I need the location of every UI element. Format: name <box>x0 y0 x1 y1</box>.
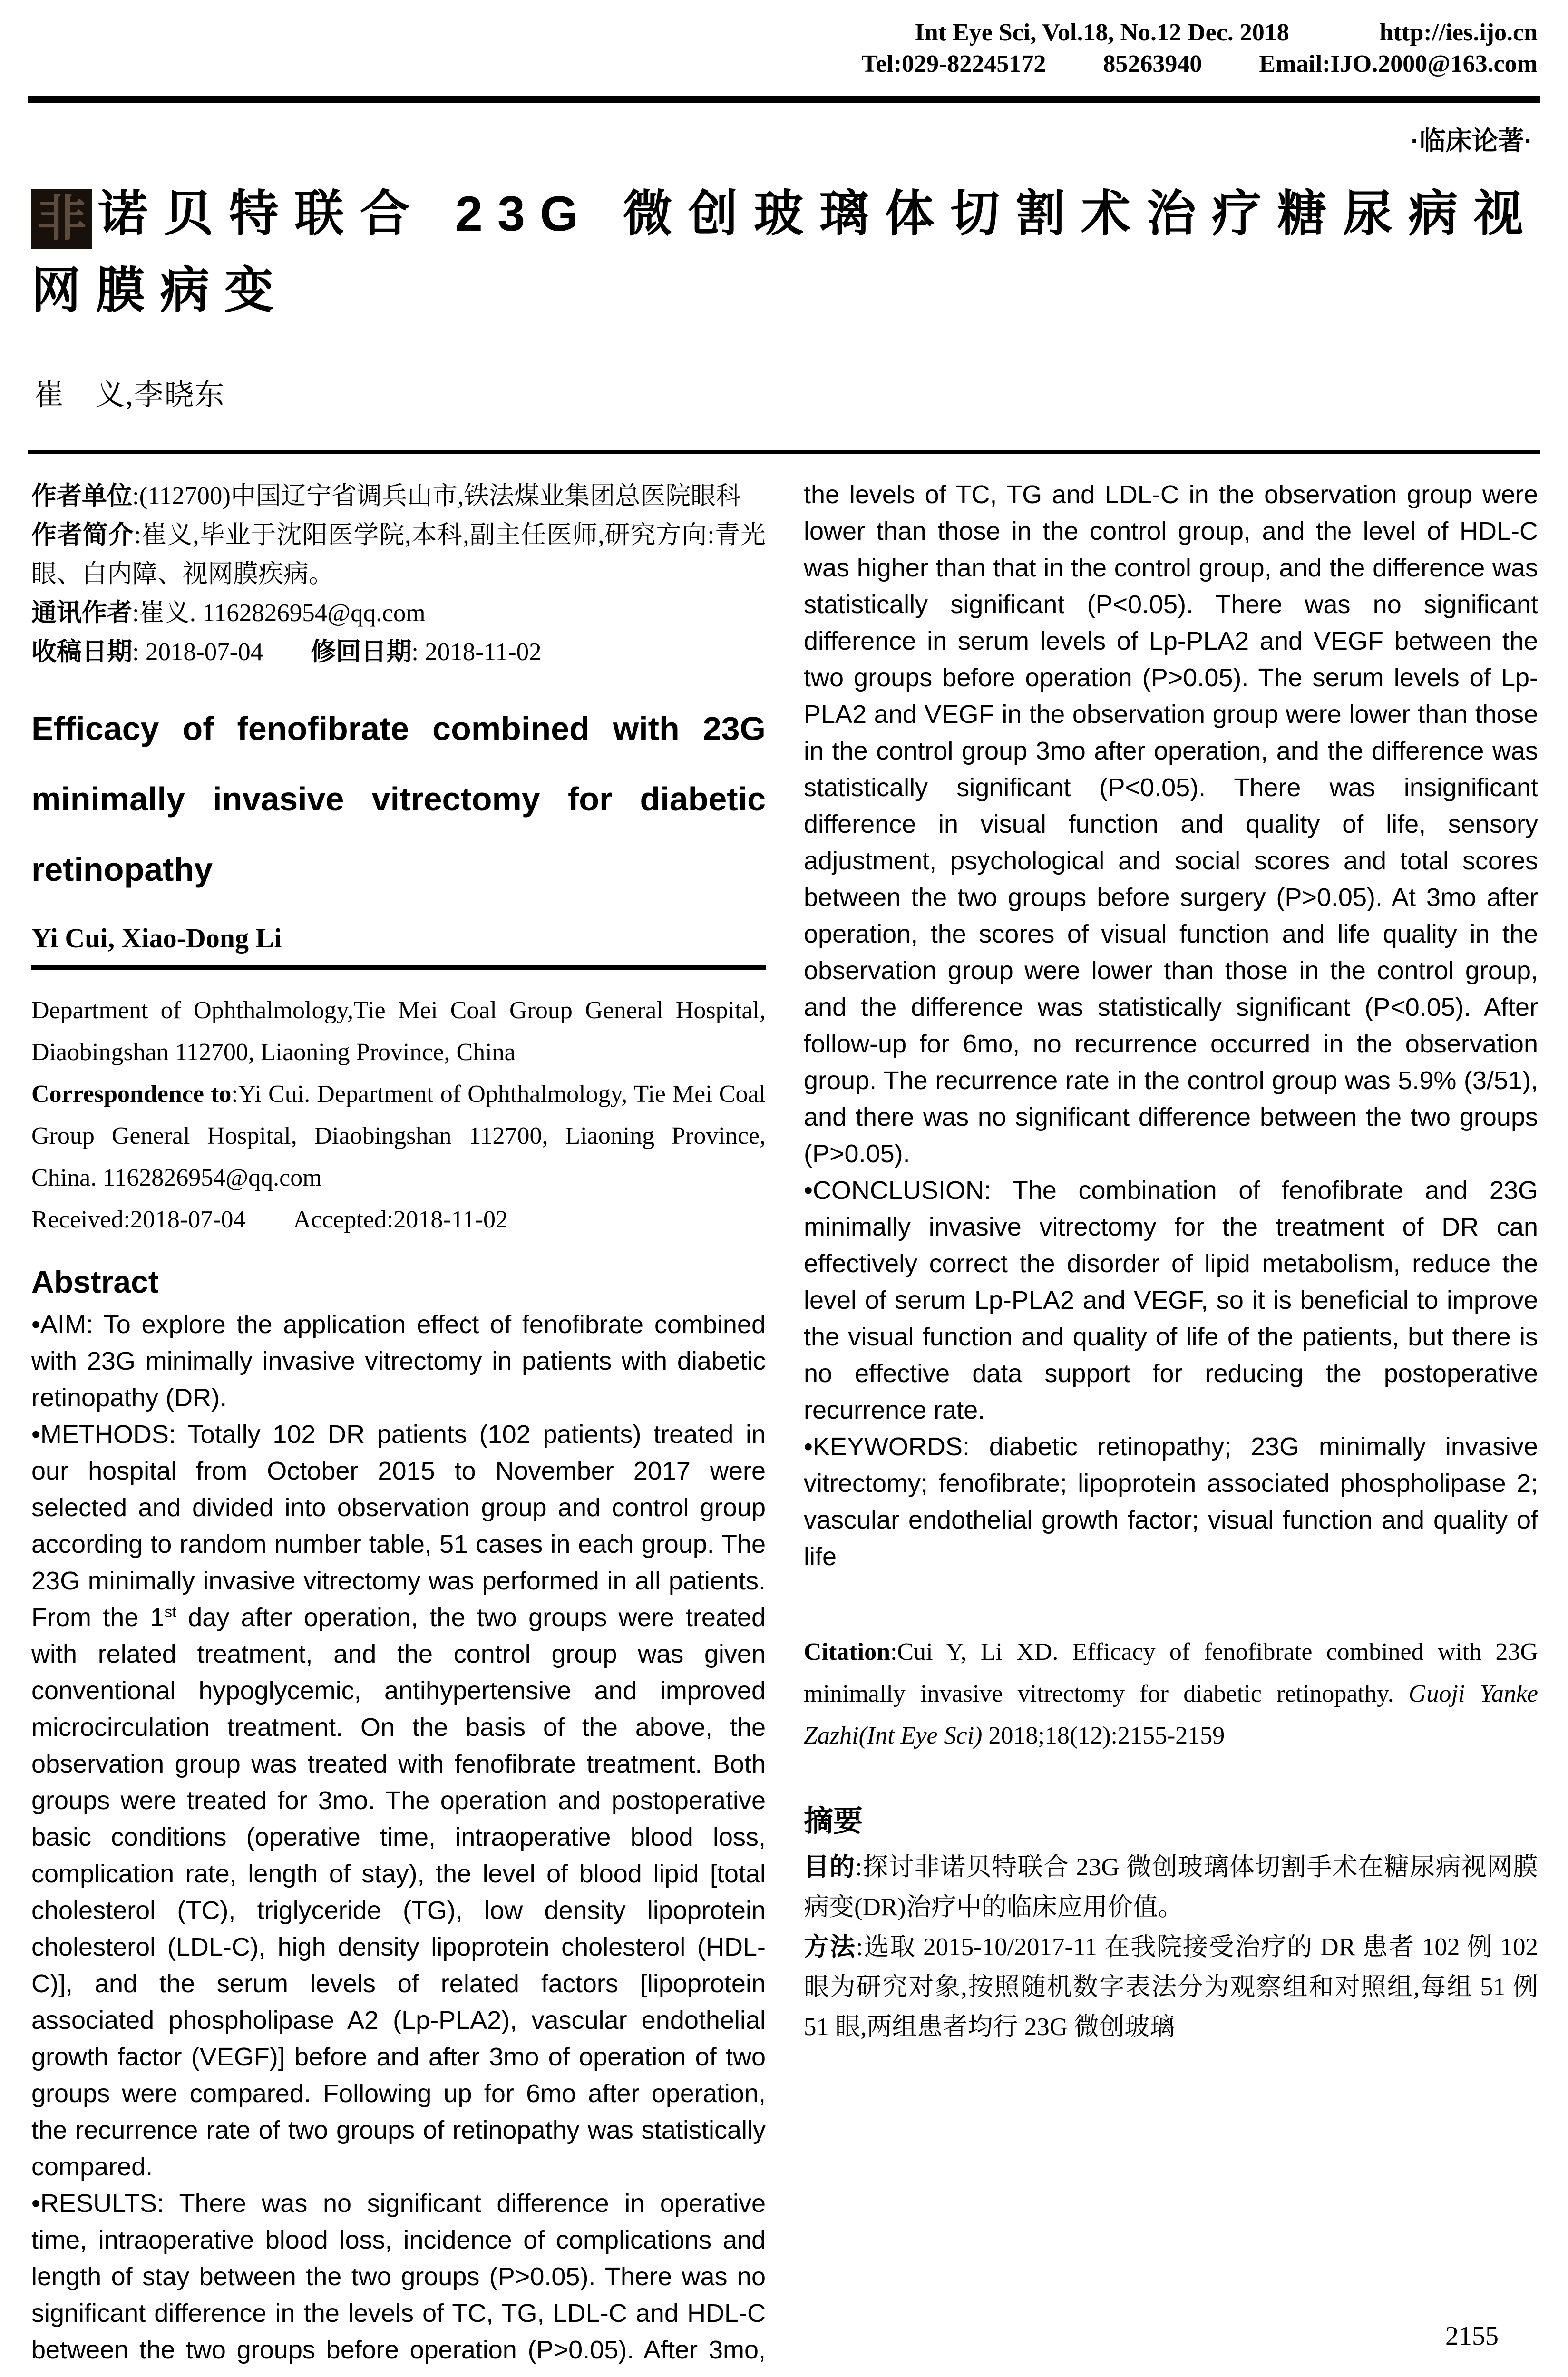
masthead <box>861 17 1538 80</box>
authors-rule <box>28 450 1540 454</box>
journal-url: http://ies.ijo.cn <box>1379 19 1538 46</box>
revised-date-cn: : 2018-11-02 <box>411 638 542 666</box>
citation-label: Citation <box>804 1638 890 1666</box>
abstract-aim-cn <box>804 1847 1538 1927</box>
abstract-keywords <box>804 1429 1538 1575</box>
affiliation: Department of Ophthalmology,Tie Mei Coal Group General Hospital, Diaobingshan 112700, Liaoning Province, China <box>31 997 766 1066</box>
dates-en <box>31 1199 766 1241</box>
corresponding-author-cn <box>31 594 766 633</box>
masthead-line1 <box>861 17 1538 49</box>
affiliation-rule <box>31 965 766 970</box>
keywords-label: •KEYWORDS <box>804 1432 963 1461</box>
author-bio <box>31 516 766 594</box>
methods-text-cn: :选取 2015-10/2017-11 在我院接受治疗的 DR 患者 102 例 102 眼为研究对象,按照随机数字表法分为观察组和对照组,每组 51 例 51 眼,两组患者均行 23G 微创玻璃 <box>804 1933 1538 2041</box>
journal-phone: 85263940 <box>1103 50 1202 78</box>
abstract-methods <box>31 1416 766 2185</box>
article-title-cn-text: 诺贝特联合 23G 微创玻璃体切割术治疗糖尿病视网膜病变 <box>31 186 1538 319</box>
abstract-conclusion <box>804 1172 1538 1429</box>
abstract-heading-cn: 摘要 <box>804 1805 863 1838</box>
author-unit <box>31 477 766 516</box>
article-body <box>31 477 1538 2369</box>
author-bio-text: :崔义,毕业于沈阳医学院,本科,副主任医师,研究方向:青光眼、白内障、视网膜疾病。 <box>31 521 766 588</box>
author-bio-label: 作者简介 <box>31 521 134 549</box>
accepted-label: Accepted <box>293 1206 387 1233</box>
results-label: •RESULTS <box>31 2189 157 2218</box>
results-text: : There was no significant difference in operative time, intraoperative blood loss, incidence of complications and length of stay between the two groups (P>0.05). There was no significant difference in the levels of TC, TG, LDL-C and HDL-C between the two groups before operation (P>0.05). After 3mo, the levels of TC, TG and LDL-C in the observation group were lower than those in the control group, and the level of HDL-C was higher than that in the control group, and the difference was statistically significant (P<0.05). There was no significant difference in serum levels of Lp-PLA2 and VEGF between the two groups before operation (P>0.05). The serum levels of Lp-PLA2 and VEGF in the observation group were lower than those in the control group 3mo after operation, and the difference was statistically significant (P<0.05). There was insignificant difference in visual function and quality of life, sensory adjustment, psychological and social scores and total scores between the two groups before surgery (P>0.05). At 3mo after operation, the scores of visual function and life quality in the observation group were lower than those in the control group, and the difference was statistically significant (P<0.05). After follow-up for 6mo, no recurrence occurred in the observation group. The recurrence rate in the control group was 5.9% (3/51), and there was no significant difference between the two groups (P>0.05). <box>31 480 1538 2364</box>
journal-email: Email:IJO.2000@163.com <box>1259 50 1538 78</box>
ordinal-superscript: st <box>164 1603 176 1620</box>
abstract-methods-cn <box>804 1927 1538 2047</box>
author-unit-label: 作者单位 <box>31 482 132 510</box>
citation-journal: Guoji Yanke Zazhi(Int Eye Sci) <box>804 1680 1538 1749</box>
journal-volume-info: Int Eye Sci, Vol.18, No.12 Dec. 2018 <box>915 19 1289 46</box>
received-value: :2018-07-04 <box>123 1206 246 1233</box>
corresponding-author-label: 通讯作者 <box>31 599 132 627</box>
citation-tail: 2018;18(12):2155-2159 <box>982 1722 1225 1749</box>
masthead-line2 <box>861 49 1538 80</box>
methods-text-pre: : Totally 102 DR patients (102 patients) treated in our hospital from October 2015 to November 2017 were selected and divided into observation group and control group according to random number table, 51 cases in each group. The 23G minimally invasive vitrectomy was performed in all patients. From the 1 <box>31 1420 766 1632</box>
citation <box>804 1631 1538 1757</box>
author-unit-text: :(112700)中国辽宁省调兵山市,铁法煤业集团总医院眼科 <box>132 482 741 510</box>
methods-label: •METHODS <box>31 1420 169 1449</box>
article-title-cn <box>31 176 1538 329</box>
received-label: Received <box>31 1206 124 1233</box>
revised-date-label-cn: 修回日期 <box>311 638 412 666</box>
methods-text-post: day after operation, the two groups were treated with related treatment, and the control group was given conventional hypoglycemic, antihypertensive and improved microcirculation treatment. On the basis of the above, the observation group was treated with fenofibrate treatment. Both groups were treated for 3mo. The operation and postoperative basic conditions (operative time, intraoperative blood loss, complication rate, length of stay), the level of blood lipid [total cholesterol (TC), triglyceride (TG), low density lipoprotein cholesterol (LDL-C), high density lipoprotein cholesterol (HDL-C)], and the serum levels of related factors [lipoprotein associated phospholipase A2 (Lp-PLA2), vascular endothelial growth factor (VEGF)] before and after 3mo of operation of two groups were compared. Following up for 6mo after operation, the recurrence rate of two groups of retinopathy was statistically compared. <box>31 1603 766 2181</box>
correspondence-label: Correspondence to <box>31 1081 232 1108</box>
page-number: 2155 <box>1445 2321 1499 2351</box>
affiliation-block <box>31 990 766 1241</box>
accepted-value: :2018-11-02 <box>386 1206 508 1233</box>
aim-text: : To explore the application effect of fenofibrate combined with 23G minimally invasive vitrectomy in patients with diabetic retinopathy (DR). <box>31 1310 766 1412</box>
citation-text: :Cui Y, Li XD. Efficacy of fenofibrate combined with 23G minimally invasive vitrectomy for diabetic retinopathy. <box>804 1638 1538 1707</box>
authors-cn: 崔 义,李晓东 <box>34 379 225 411</box>
conclusion-text: : The combination of fenofibrate and 23G minimally invasive vitrectomy for the treatment of DR can effectively correct the disorder of lipid metabolism, reduce the level of serum Lp-PLA2 and VEGF, so it is beneficial to improve the visual function and quality of life of the patients, but there is no effective data support for reducing the postoperative recurrence rate. <box>804 1176 1538 1424</box>
article-title-en: Efficacy of fenofibrate combined with 23G minimally invasive vitrectomy for diabetic retinopathy <box>31 710 766 888</box>
methods-label-cn: 方法 <box>804 1933 856 1961</box>
journal-tel: Tel:029-82245172 <box>861 50 1046 78</box>
aim-label-cn: 目的 <box>804 1853 856 1881</box>
keywords-text: : diabetic retinopathy; 23G minimally invasive vitrectomy; fenofibrate; lipoprotein associated phospholipase 2; vascular endothelial growth factor; visual function and quality of life <box>804 1432 1538 1571</box>
received-date-cn: : 2018-07-04 <box>132 638 263 666</box>
correspondence-text: :Yi Cui. Department of Ophthalmology, Tie Mei Coal Group General Hospital, Diaobingshan 112700, Liaoning Province, China. 1162826954@qq.com <box>31 1081 766 1191</box>
section-label: ·临床论著· <box>1411 126 1533 156</box>
masthead-rule <box>28 96 1540 103</box>
authors-en: Yi Cui, Xiao-Dong Li <box>31 923 282 954</box>
dropcap-character: 非 <box>31 189 92 249</box>
aim-text-cn: :探讨非诺贝特联合 23G 微创玻璃体切割手术在糖尿病视网膜病变(DR)治疗中的临床应用价值。 <box>804 1853 1538 1921</box>
conclusion-label: •CONCLUSION <box>804 1176 984 1205</box>
abstract-aim <box>31 1306 766 1416</box>
footnote-block-cn <box>31 477 766 672</box>
correspondence <box>31 1073 766 1199</box>
corresponding-author-text: :崔义. 1162826954@qq.com <box>132 599 426 627</box>
aim-label: •AIM <box>31 1310 86 1339</box>
dates-cn <box>31 633 766 672</box>
received-date-label-cn: 收稿日期 <box>31 638 132 666</box>
abstract-heading: Abstract <box>31 1264 159 1299</box>
